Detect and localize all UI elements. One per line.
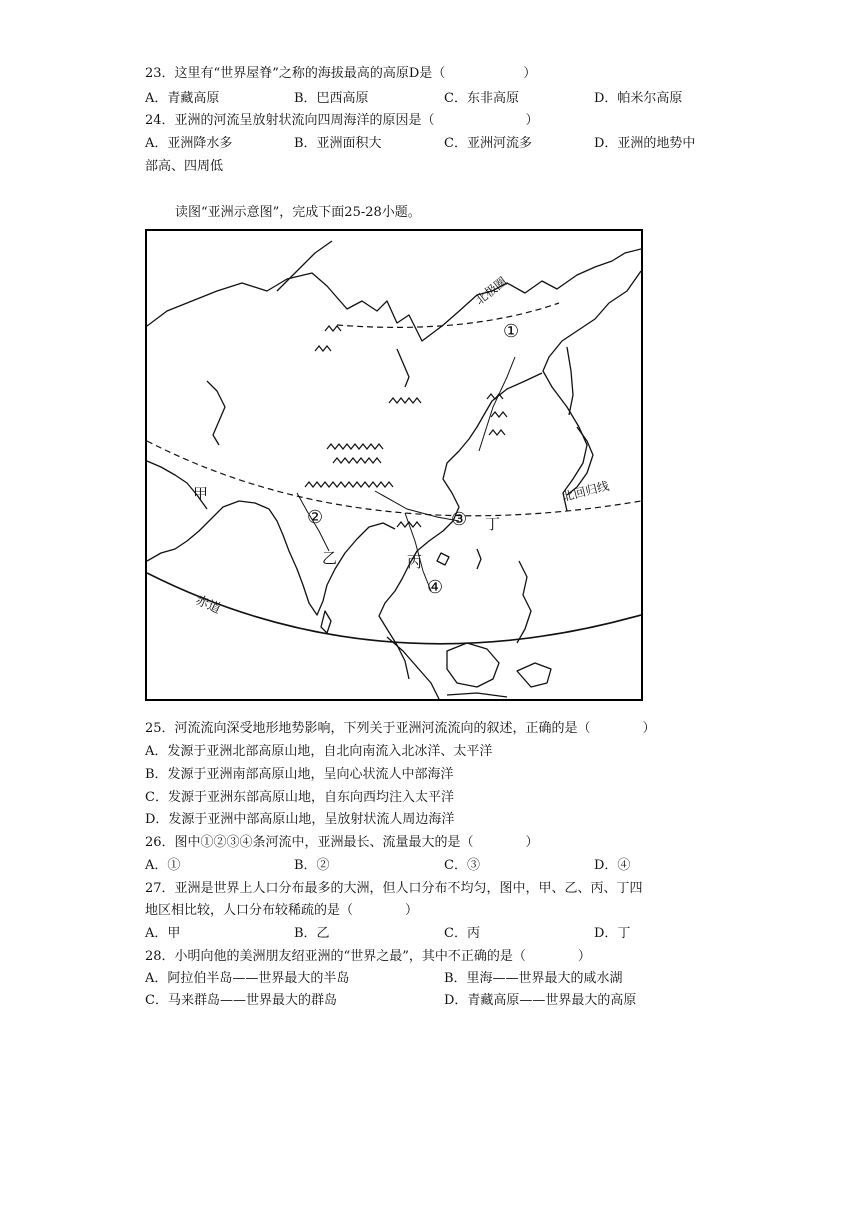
q27-option-a: A．甲 — [145, 926, 181, 941]
q27-option-c: C．丙 — [444, 926, 480, 941]
label-equator: 赤道 — [192, 592, 223, 618]
label-tropic-of-cancer: 北回归线 — [560, 478, 611, 505]
q23-option-d: D．帕米尔高原 — [594, 91, 683, 106]
q27-option-d: D．丁 — [594, 926, 631, 941]
map-intro: 读图“亚洲示意图”，完成下面25-28小题。 — [175, 205, 421, 220]
q24-option-d-continued: 部高、四周低 — [145, 159, 224, 174]
q23-option-a: A．青藏高原 — [145, 91, 220, 106]
asia-map — [145, 229, 643, 701]
label-yi: 乙 — [322, 549, 338, 567]
equator-line — [147, 573, 641, 644]
label-arctic-circle: 北极圈 — [472, 274, 510, 308]
q28-stem: 28．小明向他的美洲朋友绍亚洲的“世界之最”，其中不正确的是（ ） — [145, 949, 591, 964]
q26-stem: 26．图中①②③④条河流中，亚洲最长、流量最大的是（ ） — [145, 835, 539, 850]
q25-option-a: A．发源于亚洲北部高原山地，自北向南流入北冰洋、太平洋 — [145, 744, 493, 759]
label-bing: 丙 — [407, 553, 423, 571]
label-river-1: ① — [503, 321, 520, 342]
q25-stem: 25．河流流向深受地形地势影响，下列关于亚洲河流流向的叙述，正确的是（ ） — [145, 721, 656, 736]
label-ding: 丁 — [485, 515, 501, 533]
q25-option-b: B．发源于亚洲南部高原山地，呈向心状流人中部海洋 — [145, 767, 454, 782]
label-river-2: ② — [307, 507, 324, 528]
q23-option-b: B．巴西高原 — [294, 91, 369, 106]
q27-stem-line1: 27．亚洲是世界上人口分布最多的大洲，但人口分布不均匀，图中，甲、乙、丙、丁四 — [145, 881, 643, 896]
q27-stem-line2: 地区相比较，人口分布较稀疏的是（ ） — [145, 903, 419, 918]
q24-stem: 24．亚洲的河流呈放射状流向四周海洋的原因是（ ） — [145, 113, 539, 128]
label-river-3: ③ — [451, 509, 468, 530]
q23-stem: 23．这里有“世界屋脊”之称的海拔最高的高原D是（ ） — [145, 66, 537, 81]
q24-option-d: D．亚洲的地势中 — [594, 136, 696, 151]
q26-option-a: A．① — [145, 858, 181, 873]
q26-option-d: D．④ — [594, 858, 631, 873]
q28-option-b: B．里海——世界最大的咸水湖 — [444, 971, 623, 986]
q28-option-a: A．阿拉伯半岛——世界最大的半岛 — [145, 971, 350, 986]
q26-option-b: B．② — [294, 858, 330, 873]
q26-option-c: C．③ — [444, 858, 480, 873]
coastlines — [147, 241, 641, 699]
q24-option-a: A．亚洲降水多 — [145, 136, 233, 151]
q24-option-c: C．亚洲河流多 — [444, 136, 532, 151]
q25-option-c: C．发源于亚洲东部高原山地，自东向西均注入太平洋 — [145, 790, 454, 805]
q28-option-c: C．马来群岛——世界最大的群岛 — [145, 993, 337, 1008]
tropic-of-cancer-line — [147, 441, 641, 516]
label-river-4: ④ — [427, 577, 444, 598]
q24-option-b: B．亚洲面积大 — [294, 136, 382, 151]
q25-option-d: D．发源于亚洲中部高原山地，呈放射状流人周边海洋 — [145, 812, 455, 827]
label-jia: 甲 — [193, 485, 209, 503]
q27-option-b: B．乙 — [294, 926, 330, 941]
q28-option-d: D．青藏高原——世界最大的高原 — [444, 993, 637, 1008]
q23-option-c: C．东非高原 — [444, 91, 519, 106]
latitude-lines — [147, 267, 641, 644]
